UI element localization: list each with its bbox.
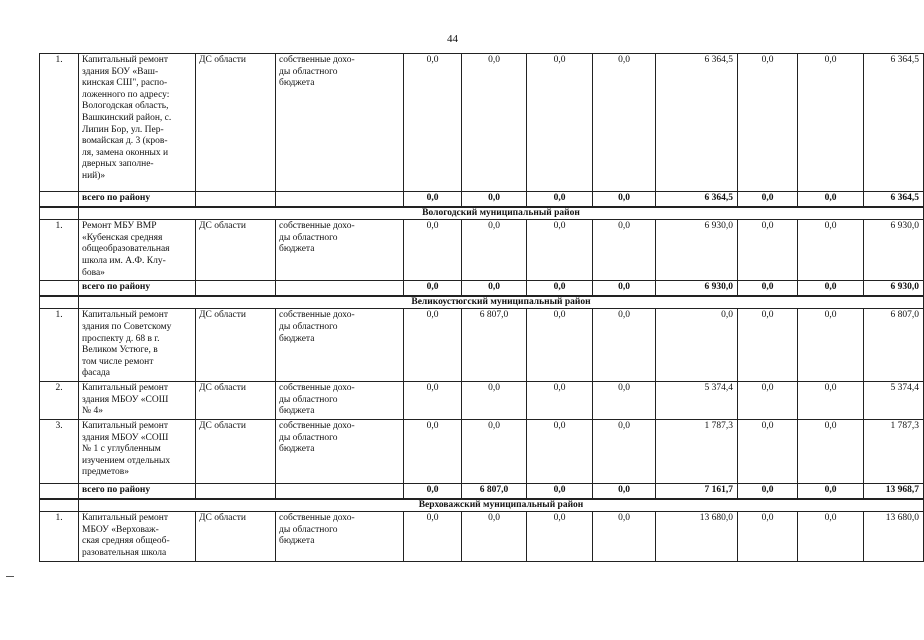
value-cell-4: 0,0 [593, 483, 656, 498]
page-number: 44 [447, 33, 458, 45]
row-number: 2. [40, 381, 79, 419]
value-cell-6: 0,0 [738, 281, 798, 296]
row-number: 3. [40, 419, 79, 483]
total-empty-cell [40, 483, 79, 498]
total-empty-cell [276, 483, 404, 498]
value-cell-5: 7 161,7 [656, 483, 738, 498]
value-cell-2: 0,0 [462, 192, 527, 207]
value-cell-1: 0,0 [404, 281, 462, 296]
district-total-row [40, 192, 924, 207]
value-cell-8: 1 787,3 [864, 419, 924, 483]
value-cell-2: 0,0 [462, 54, 527, 192]
recipient-cell: ДС области [196, 512, 276, 561]
recipient-cell: ДС области [196, 381, 276, 419]
district-name: Вологодский муниципальный район [79, 207, 924, 220]
object-name: Капитальный ремонт здания МБОУ «СОШ № 1 с углубленным изучением отдельных предметов» [79, 419, 196, 483]
district-empty-cell [40, 207, 79, 220]
object-name: Ремонт МБУ ВМР «Кубенская средняя общеобразовательная школа им. А.Ф. Клу- бова» [79, 220, 196, 281]
value-cell-8: 6 807,0 [864, 309, 924, 382]
value-cell-6: 0,0 [738, 54, 798, 192]
value-cell-2: 0,0 [462, 512, 527, 561]
total-empty-cell [196, 192, 276, 207]
value-cell-6: 0,0 [738, 220, 798, 281]
value-cell-5: 5 374,4 [656, 381, 738, 419]
district-total-row [40, 281, 924, 296]
value-cell-8: 6 930,0 [864, 281, 924, 296]
value-cell-3: 0,0 [527, 512, 593, 561]
value-cell-1: 0,0 [404, 192, 462, 207]
row-number: 1. [40, 512, 79, 561]
row-number: 1. [40, 220, 79, 281]
value-cell-1: 0,0 [404, 419, 462, 483]
value-cell-5: 6 364,5 [656, 192, 738, 207]
value-cell-3: 0,0 [527, 419, 593, 483]
value-cell-6: 0,0 [738, 419, 798, 483]
object-name: Капитальный ремонт здания МБОУ «СОШ № 4» [79, 381, 196, 419]
value-cell-2: 6 807,0 [462, 483, 527, 498]
district-empty-cell [40, 499, 79, 512]
row-number: 1. [40, 54, 79, 192]
value-cell-7: 0,0 [798, 54, 864, 192]
funding-source: собственные дохо- ды областного бюджета [276, 54, 404, 192]
value-cell-1: 0,0 [404, 54, 462, 192]
value-cell-3: 0,0 [527, 54, 593, 192]
row-number: 1. [40, 309, 79, 382]
table-row [40, 512, 924, 561]
value-cell-3: 0,0 [527, 483, 593, 498]
total-empty-cell [40, 281, 79, 296]
value-cell-3: 0,0 [527, 281, 593, 296]
district-name: Великоустюгский муниципальный район [79, 296, 924, 309]
funding-source: собственные дохо- ды областного бюджета [276, 220, 404, 281]
value-cell-1: 0,0 [404, 381, 462, 419]
value-cell-5: 6 364,5 [656, 54, 738, 192]
object-name: Капитальный ремонт здания по Советскому проспекту д. 68 в г. Великом Устюге, в том числе ремонт фасада [79, 309, 196, 382]
budget-table [39, 53, 924, 562]
district-total-row [40, 483, 924, 498]
value-cell-5: 0,0 [656, 309, 738, 382]
recipient-cell: ДС области [196, 309, 276, 382]
value-cell-6: 0,0 [738, 381, 798, 419]
total-empty-cell [276, 281, 404, 296]
district-row [40, 207, 924, 220]
value-cell-7: 0,0 [798, 281, 864, 296]
value-cell-8: 13 968,7 [864, 483, 924, 498]
value-cell-8: 6 930,0 [864, 220, 924, 281]
value-cell-2: 6 807,0 [462, 309, 527, 382]
funding-source: собственные дохо- ды областного бюджета [276, 512, 404, 561]
value-cell-2: 0,0 [462, 281, 527, 296]
value-cell-7: 0,0 [798, 309, 864, 382]
value-cell-6: 0,0 [738, 512, 798, 561]
value-cell-6: 0,0 [738, 192, 798, 207]
value-cell-3: 0,0 [527, 220, 593, 281]
value-cell-3: 0,0 [527, 381, 593, 419]
value-cell-7: 0,0 [798, 192, 864, 207]
funding-source: собственные дохо- ды областного бюджета [276, 309, 404, 382]
value-cell-6: 0,0 [738, 309, 798, 382]
total-label: всего по району [79, 192, 196, 207]
value-cell-6: 0,0 [738, 483, 798, 498]
value-cell-1: 0,0 [404, 483, 462, 498]
value-cell-4: 0,0 [593, 512, 656, 561]
total-label: всего по району [79, 483, 196, 498]
object-name: Капитальный ремонт МБОУ «Верховаж- ская средняя общеоб- разовательная школа [79, 512, 196, 561]
total-label: всего по району [79, 281, 196, 296]
value-cell-5: 13 680,0 [656, 512, 738, 561]
value-cell-7: 0,0 [798, 419, 864, 483]
value-cell-7: 0,0 [798, 381, 864, 419]
value-cell-2: 0,0 [462, 220, 527, 281]
value-cell-4: 0,0 [593, 192, 656, 207]
table-row [40, 54, 924, 192]
value-cell-4: 0,0 [593, 419, 656, 483]
value-cell-1: 0,0 [404, 309, 462, 382]
value-cell-4: 0,0 [593, 309, 656, 382]
value-cell-7: 0,0 [798, 220, 864, 281]
value-cell-3: 0,0 [527, 192, 593, 207]
funding-source: собственные дохо- ды областного бюджета [276, 381, 404, 419]
value-cell-4: 0,0 [593, 220, 656, 281]
recipient-cell: ДС области [196, 220, 276, 281]
table-row [40, 220, 924, 281]
value-cell-7: 0,0 [798, 512, 864, 561]
value-cell-8: 5 374,4 [864, 381, 924, 419]
recipient-cell: ДС области [196, 419, 276, 483]
funding-source: собственные дохо- ды областного бюджета [276, 419, 404, 483]
recipient-cell: ДС области [196, 54, 276, 192]
value-cell-5: 6 930,0 [656, 220, 738, 281]
table-row [40, 419, 924, 483]
value-cell-2: 0,0 [462, 419, 527, 483]
value-cell-5: 1 787,3 [656, 419, 738, 483]
value-cell-1: 0,0 [404, 220, 462, 281]
value-cell-8: 6 364,5 [864, 54, 924, 192]
total-empty-cell [276, 192, 404, 207]
value-cell-8: 13 680,0 [864, 512, 924, 561]
value-cell-4: 0,0 [593, 381, 656, 419]
total-empty-cell [196, 483, 276, 498]
value-cell-4: 0,0 [593, 281, 656, 296]
margin-mark [6, 576, 14, 577]
value-cell-5: 6 930,0 [656, 281, 738, 296]
district-row [40, 296, 924, 309]
value-cell-3: 0,0 [527, 309, 593, 382]
object-name: Капитальный ремонт здания БОУ «Ваш- кинская СШ", распо- ложенного по адресу: Вологодская область, Вашкинский район, с. Липин Бор, ул. Пер- вомайская д. 3 (кров- ля, замена оконных и дверных заполне- ний)» [79, 54, 196, 192]
district-row [40, 499, 924, 512]
total-empty-cell [40, 192, 79, 207]
district-name: Верховажский муниципальный район [79, 499, 924, 512]
value-cell-4: 0,0 [593, 54, 656, 192]
value-cell-8: 6 364,5 [864, 192, 924, 207]
table-row [40, 381, 924, 419]
total-empty-cell [196, 281, 276, 296]
value-cell-1: 0,0 [404, 512, 462, 561]
value-cell-2: 0,0 [462, 381, 527, 419]
district-empty-cell [40, 296, 79, 309]
value-cell-7: 0,0 [798, 483, 864, 498]
table-row [40, 309, 924, 382]
